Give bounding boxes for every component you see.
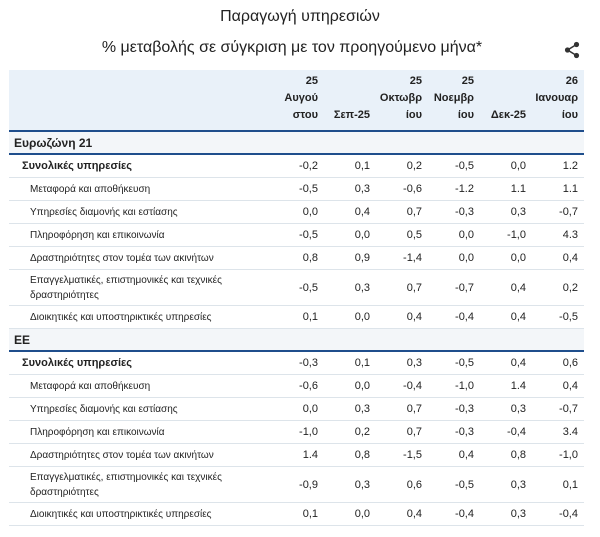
row-label: Υπηρεσίες διαμονής και εστίασης	[9, 201, 269, 224]
value-cell: 0,0	[324, 306, 376, 329]
value-cell: 1.1	[532, 178, 584, 201]
value-cell: -0,5	[428, 467, 480, 503]
value-cell: -0,3	[428, 398, 480, 421]
column-header: 26 Ιανουαρ ίου	[532, 70, 584, 131]
column-header: 25 Νοεμβρ ίου	[428, 70, 480, 131]
value-cell: -0,5	[428, 154, 480, 178]
value-cell: -0,5	[428, 351, 480, 375]
column-header: 25 Αυγού στου	[269, 70, 324, 131]
column-header: Σεπ-25	[324, 70, 376, 131]
value-cell: 0,3	[480, 398, 532, 421]
value-cell: -0,7	[532, 201, 584, 224]
value-cell: -1.2	[428, 178, 480, 201]
value-cell: 0,2	[376, 154, 428, 178]
value-cell: 0,1	[324, 154, 376, 178]
value-cell: 0,0	[324, 503, 376, 526]
value-cell: 0,1	[532, 467, 584, 503]
region-label: ΕΕ	[9, 329, 584, 352]
value-cell: 3.4	[532, 421, 584, 444]
value-cell: 0,9	[324, 247, 376, 270]
value-cell: 0,3	[324, 398, 376, 421]
row-label: Συνολικές υπηρεσίες	[9, 154, 269, 178]
share-icon[interactable]	[563, 41, 581, 59]
value-cell: 0,4	[532, 247, 584, 270]
value-cell: -1,0	[532, 444, 584, 467]
value-cell: -0,6	[376, 178, 428, 201]
value-cell: -0,2	[269, 154, 324, 178]
region-row	[9, 329, 584, 352]
table-row	[9, 306, 584, 329]
value-cell: 0,2	[324, 421, 376, 444]
row-label: Επαγγελματικές, επιστημονικές και τεχνικές δραστηριότητες	[9, 270, 269, 306]
value-cell: 0,1	[269, 306, 324, 329]
table-row	[9, 201, 584, 224]
row-label: Διοικητικές και υποστηρικτικές υπηρεσίες	[9, 306, 269, 329]
value-cell: -0,6	[269, 375, 324, 398]
table-header-row	[9, 70, 584, 131]
value-cell: -0,3	[269, 351, 324, 375]
column-header: Δεκ-25	[480, 70, 532, 131]
value-cell: 0,7	[376, 421, 428, 444]
value-cell: 4.3	[532, 224, 584, 247]
value-cell: 0,7	[376, 201, 428, 224]
value-cell: 0,3	[324, 178, 376, 201]
row-label: Συνολικές υπηρεσίες	[9, 351, 269, 375]
region-row	[9, 131, 584, 154]
value-cell: -1,0	[269, 421, 324, 444]
row-label: Δραστηριότητες στον τομέα των ακινήτων	[9, 444, 269, 467]
row-label: Διοικητικές και υποστηρικτικές υπηρεσίες	[9, 503, 269, 526]
row-label: Μεταφορά και αποθήκευση	[9, 375, 269, 398]
value-cell: -0,5	[532, 306, 584, 329]
value-cell: -1,0	[480, 224, 532, 247]
value-cell: 0,6	[376, 467, 428, 503]
table-row	[9, 444, 584, 467]
value-cell: 0,1	[269, 503, 324, 526]
table-row	[9, 154, 584, 178]
value-cell: -0,3	[428, 201, 480, 224]
table-row	[9, 398, 584, 421]
value-cell: 0,0	[428, 224, 480, 247]
value-cell: -0,4	[376, 375, 428, 398]
value-cell: 0,0	[324, 375, 376, 398]
value-cell: 0,0	[480, 247, 532, 270]
value-cell: -0,7	[532, 398, 584, 421]
header-blank-cell	[9, 70, 269, 131]
table-row	[9, 270, 584, 306]
value-cell: -0,4	[480, 421, 532, 444]
value-cell: 0,0	[269, 398, 324, 421]
table-row	[9, 247, 584, 270]
value-cell: 0,0	[428, 247, 480, 270]
value-cell: -1,4	[376, 247, 428, 270]
value-cell: -0,3	[428, 421, 480, 444]
value-cell: -0,4	[428, 306, 480, 329]
value-cell: 0,8	[269, 247, 324, 270]
row-label: Υπηρεσίες διαμονής και εστίασης	[9, 398, 269, 421]
value-cell: 0,3	[480, 201, 532, 224]
table-row	[9, 178, 584, 201]
value-cell: -0,7	[428, 270, 480, 306]
value-cell: 0,5	[376, 224, 428, 247]
value-cell: 0,4	[480, 270, 532, 306]
value-cell: 0,2	[532, 270, 584, 306]
value-cell: 0,6	[532, 351, 584, 375]
value-cell: -0,5	[269, 224, 324, 247]
value-cell: 0,4	[324, 201, 376, 224]
value-cell: 0,0	[324, 224, 376, 247]
value-cell: 0,4	[480, 306, 532, 329]
chart-subtitle: % μεταβολής σε σύγκριση με τον προηγούμενο μήνα*	[101, 39, 483, 56]
value-cell: 0,4	[532, 375, 584, 398]
value-cell: 0,3	[324, 467, 376, 503]
table-row	[9, 351, 584, 375]
row-label: Δραστηριότητες στον τομέα των ακινήτων	[9, 247, 269, 270]
value-cell: 0,4	[376, 503, 428, 526]
value-cell: 0,3	[480, 467, 532, 503]
value-cell: -0,4	[428, 503, 480, 526]
value-cell: -0,4	[532, 503, 584, 526]
table-row	[9, 224, 584, 247]
row-label: Πληροφόρηση και επικοινωνία	[9, 224, 269, 247]
row-label: Μεταφορά και αποθήκευση	[9, 178, 269, 201]
value-cell: 1.1	[480, 178, 532, 201]
value-cell: 0,4	[480, 351, 532, 375]
table-row	[9, 467, 584, 503]
table-row	[9, 375, 584, 398]
table-body	[9, 131, 584, 526]
value-cell: 1.4	[269, 444, 324, 467]
value-cell: 0,1	[324, 351, 376, 375]
value-cell: 0,4	[376, 306, 428, 329]
value-cell: 0,0	[269, 201, 324, 224]
region-label: Ευρωζώνη 21	[9, 131, 584, 154]
value-cell: -1,0	[428, 375, 480, 398]
table-row	[9, 421, 584, 444]
value-cell: -0,9	[269, 467, 324, 503]
row-label: Πληροφόρηση και επικοινωνία	[9, 421, 269, 444]
value-cell: 0,8	[480, 444, 532, 467]
value-cell: 0,4	[428, 444, 480, 467]
value-cell: 0,7	[376, 398, 428, 421]
value-cell: 0,3	[480, 503, 532, 526]
chart-title: Παραγωγή υπηρεσιών	[220, 8, 380, 25]
value-cell: 0,8	[324, 444, 376, 467]
value-cell: -1,5	[376, 444, 428, 467]
row-label: Επαγγελματικές, επιστημονικές και τεχνικές δραστηριότητες	[9, 467, 269, 503]
value-cell: 1.4	[480, 375, 532, 398]
value-cell: -0,5	[269, 270, 324, 306]
value-cell: 0,0	[480, 154, 532, 178]
data-table	[9, 70, 584, 526]
value-cell: 0,3	[376, 351, 428, 375]
value-cell: 0,7	[376, 270, 428, 306]
table-row	[9, 503, 584, 526]
value-cell: 1.2	[532, 154, 584, 178]
value-cell: 0,3	[324, 270, 376, 306]
column-header: 25 Οκτωβρ ίου	[376, 70, 428, 131]
value-cell: -0,5	[269, 178, 324, 201]
